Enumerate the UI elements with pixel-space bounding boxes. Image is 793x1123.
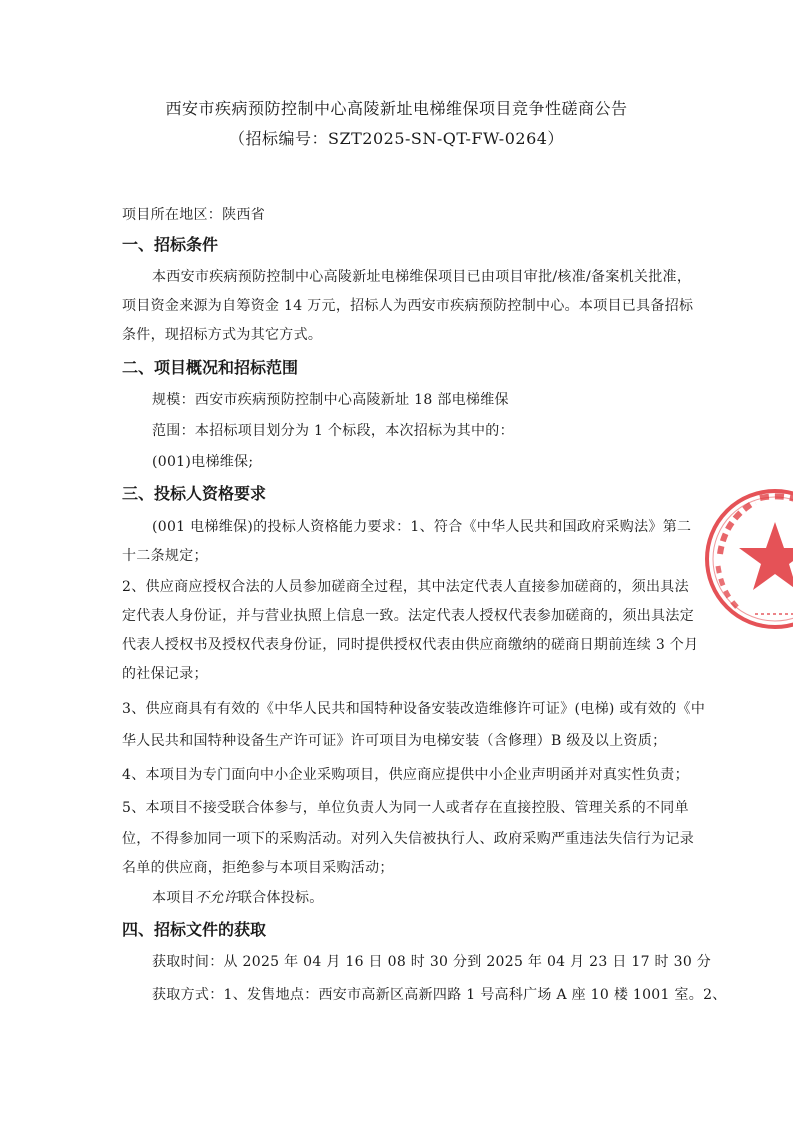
- sec1-line-1: 本西安市疾病预防控制中心高陵新址电梯维保项目已由项目审批/核准/备案机关批准，: [152, 269, 692, 285]
- section-3-heading: 三、投标人资格要求: [122, 484, 267, 503]
- sec3-line-13-c: 联合体投标。: [237, 890, 324, 906]
- document-title: 西安市疾病预防控制中心高陵新址电梯维保项目竞争性磋商公告: [165, 99, 628, 118]
- section-1-heading: 一、招标条件: [122, 235, 219, 254]
- sec2-line-1: 规模：西安市疾病预防控制中心高陵新址 18 部电梯维保: [152, 392, 509, 408]
- sec4-line-1: 获取时间：从 2025 年 04 月 16 日 08 时 30 分到 2025 年 04 月 23 日 17 时 30 分: [152, 954, 712, 970]
- sec3-line-13-a: 本项目: [152, 890, 195, 906]
- sec3-line-12: 名单的供应商，拒绝参与本项目采购活动；: [122, 860, 394, 876]
- sec3-line-13-italic: 不允许: [194, 890, 238, 906]
- sec3-line-2: 十二条规定；: [122, 548, 208, 564]
- sec4-line-2: 获取方式：1、发售地点：西安市高新区高新四路 1 号高科广场 A 座 10 楼 1001 室。2、: [152, 987, 727, 1003]
- sec3-line-7: 3、供应商具有有效的《中华人民共和国特种设备安装改造维修许可证》(电梯) 或有效的《中: [122, 701, 706, 717]
- sec3-line-6: 的社保记录；: [122, 666, 208, 682]
- sec3-line-8: 华人民共和国特种设备生产许可证》许可项目为电梯安装（含修理）B 级及以上资质；: [122, 733, 667, 749]
- sec2-line-3: (001)电梯维保;: [152, 454, 254, 470]
- section-2-heading: 二、项目概况和招标范围: [122, 358, 299, 377]
- sec3-line-3: 2、供应商应授权合法的人员参加磋商全过程，其中法定代表人直接参加磋商的，须出具法: [122, 579, 689, 595]
- sec3-line-1: (001 电梯维保)的投标人资格能力要求：1、符合《中华人民共和国政府采购法》第二: [152, 519, 692, 535]
- sec3-line-9: 4、本项目为专门面向中小企业采购项目，供应商应提供中小企业声明函并对真实性负责；: [122, 767, 689, 783]
- sec3-line-5: 代表人授权书及授权代表身份证，同时提供授权代表由供应商缴纳的磋商日期前连续 3 个月: [122, 637, 699, 653]
- sec3-line-10: 5、本项目不接受联合体参与，单位负责人为同一人或者存在直接控股、管理关系的不同单: [122, 800, 689, 816]
- sec3-line-13: [152, 887, 324, 907]
- section-4-heading: 四、招标文件的获取: [122, 920, 267, 939]
- sec1-line-2: 项目资金来源为自筹资金 14 万元，招标人为西安市疾病预防控制中心。本项目已具备招标: [122, 298, 694, 314]
- sec3-line-4: 定代表人身份证，并与营业执照上信息一致。法定代表人授权代表参加磋商的，须出具法定: [122, 608, 694, 624]
- sec1-line-3: 条件，现招标方式为其它方式。: [122, 327, 323, 343]
- red-seal-stamp: [700, 484, 793, 634]
- project-region: 项目所在地区：陕西省: [122, 207, 265, 223]
- tender-number: （招标编号：SZT2025-SN-QT-FW-0264）: [229, 129, 564, 148]
- sec2-line-2: 范围：本招标项目划分为 1 个标段，本次招标为其中的：: [152, 423, 514, 439]
- sec3-line-11: 位，不得参加同一项下的采购活动。对列入失信被执行人、政府采购严重违法失信行为记录: [122, 831, 694, 847]
